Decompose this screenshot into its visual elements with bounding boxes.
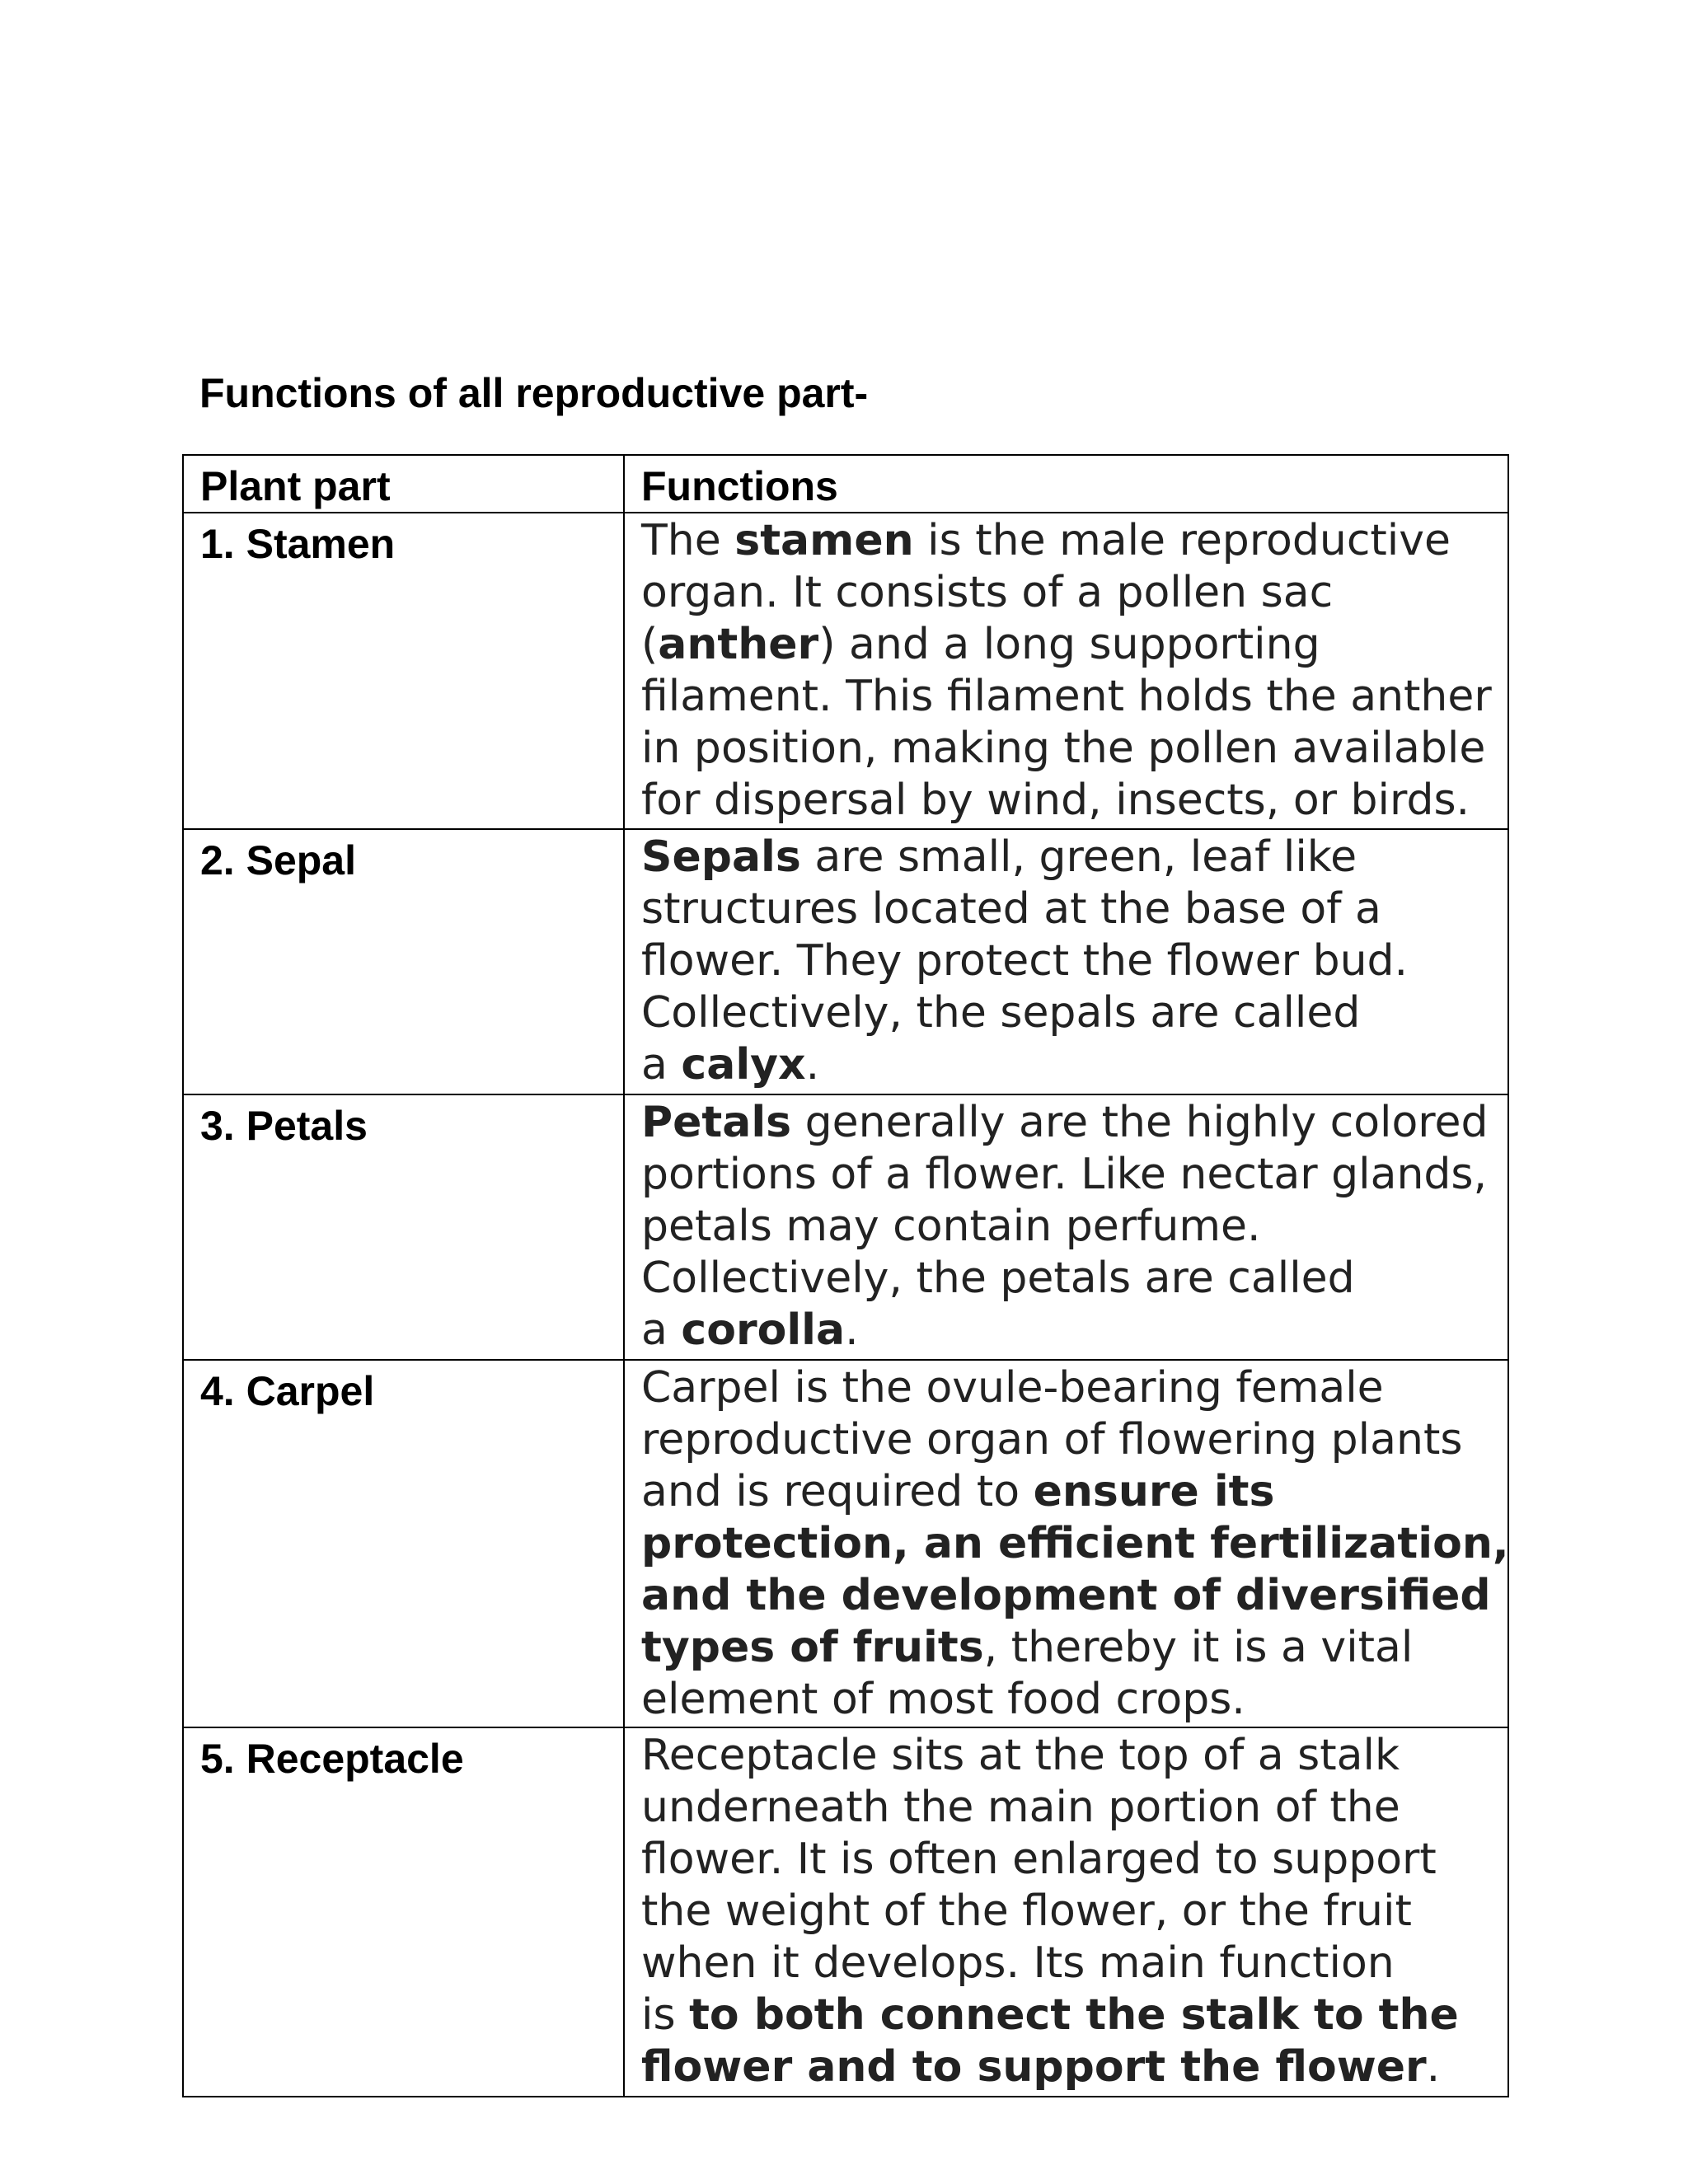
- text-segment: , thereby it is a vital: [983, 1623, 1414, 1672]
- text-segment: structures located at the base of a: [641, 884, 1381, 934]
- text-segment: (: [641, 620, 659, 669]
- bold-term: flower and to support the flower: [641, 2042, 1427, 2092]
- text-segment: is: [641, 1990, 690, 2040]
- function-text-line: [641, 1570, 1499, 1622]
- text-segment: and is required to: [641, 1467, 1034, 1516]
- text-segment: petals may contain perfume.: [641, 1202, 1261, 1251]
- header-plant-part: Plant part: [183, 455, 624, 513]
- table-row: [183, 513, 1508, 829]
- function-text-line: [641, 987, 1499, 1039]
- text-segment: filament. This filament holds the anther: [641, 672, 1492, 721]
- text-segment: organ. It consists of a pollen sac: [641, 568, 1334, 617]
- text-segment: is the male reproductive: [913, 516, 1451, 565]
- function-text-line: [641, 619, 1499, 671]
- text-segment: .: [845, 1305, 859, 1355]
- function-text-line: [641, 1938, 1499, 1990]
- function-cell: [624, 1094, 1508, 1360]
- bold-term: Petals: [641, 1098, 792, 1147]
- plant-part-cell: 3. Petals: [183, 1094, 624, 1360]
- function-text-line: [641, 515, 1499, 567]
- function-text-line: [641, 1201, 1499, 1253]
- function-text-line: [641, 1253, 1499, 1305]
- function-text-line: [641, 1149, 1499, 1201]
- text-segment: Receptacle sits at the top of a stalk: [641, 1731, 1400, 1780]
- bold-term: protection, an efficient fertilization,: [641, 1519, 1509, 1568]
- bold-term: and the development of diversified: [641, 1571, 1491, 1620]
- bold-term: to both connect the stalk to the: [689, 1990, 1459, 2040]
- text-segment: The: [641, 516, 735, 565]
- function-text-line: [641, 1622, 1499, 1674]
- function-text-line: [641, 775, 1499, 827]
- bold-term: Sepals: [641, 832, 801, 882]
- text-segment: ) and a long supporting: [818, 620, 1320, 669]
- plant-part-cell: 5. Receptacle: [183, 1727, 624, 2097]
- function-text-line: [641, 567, 1499, 619]
- function-text-line: [641, 1097, 1499, 1149]
- text-segment: Carpel is the ovule-bearing female: [641, 1363, 1384, 1413]
- plant-part-cell: 2. Sepal: [183, 829, 624, 1094]
- text-segment: Collectively, the sepals are called: [641, 988, 1361, 1038]
- table-row: [183, 1727, 1508, 2097]
- function-text-line: [641, 1674, 1499, 1726]
- text-segment: a: [641, 1305, 682, 1355]
- function-text-line: [641, 883, 1499, 935]
- table-row: [183, 1094, 1508, 1360]
- table-row: [183, 1360, 1508, 1727]
- page-heading: Functions of all reproductive part-: [199, 370, 869, 416]
- text-segment: generally are the highly colored: [791, 1098, 1489, 1147]
- bold-term: calyx: [681, 1040, 806, 1090]
- plant-part-cell: 4. Carpel: [183, 1360, 624, 1727]
- function-text-line: [641, 2041, 1499, 2093]
- function-cell: [624, 829, 1508, 1094]
- function-text-line: [641, 1414, 1499, 1466]
- function-text-line: [641, 1039, 1499, 1091]
- bold-term: anther: [658, 620, 819, 669]
- text-segment: flower. It is often enlarged to support: [641, 1835, 1437, 1884]
- table-row: [183, 829, 1508, 1094]
- text-segment: reproductive organ of flowering plants: [641, 1415, 1463, 1465]
- text-segment: the weight of the flower, or the fruit: [641, 1886, 1412, 1936]
- function-text-line: [641, 1362, 1499, 1414]
- function-cell: [624, 1360, 1508, 1727]
- function-text-line: [641, 1305, 1499, 1357]
- function-text-line: [641, 1834, 1499, 1886]
- bold-term: corolla: [681, 1305, 846, 1355]
- header-functions: Functions: [624, 455, 1508, 513]
- function-text-line: [641, 723, 1499, 775]
- function-text-line: [641, 1466, 1499, 1518]
- reproductive-parts-table: [182, 454, 1509, 2097]
- text-segment: when it develops. Its main function: [641, 1938, 1395, 1988]
- text-segment: portions of a flower. Like nectar glands,: [641, 1150, 1488, 1199]
- bold-term: types of fruits: [641, 1623, 984, 1672]
- text-segment: .: [1426, 2042, 1441, 2092]
- function-text-line: [641, 671, 1499, 723]
- plant-part-cell: 1. Stamen: [183, 513, 624, 829]
- text-segment: Collectively, the petals are called: [641, 1254, 1355, 1303]
- function-text-line: [641, 935, 1499, 987]
- text-segment: for dispersal by wind, insects, or birds.: [641, 776, 1470, 825]
- function-text-line: [641, 1782, 1499, 1834]
- function-cell: [624, 1727, 1508, 2097]
- function-text-line: [641, 1990, 1499, 2041]
- text-segment: underneath the main portion of the: [641, 1783, 1400, 1832]
- table-header-row: [183, 455, 1508, 513]
- text-segment: element of most food crops.: [641, 1675, 1245, 1724]
- function-text-line: [641, 832, 1499, 883]
- bold-term: ensure its: [1033, 1467, 1275, 1516]
- text-segment: flower. They protect the flower bud.: [641, 936, 1409, 986]
- function-text-line: [641, 1886, 1499, 1938]
- text-segment: in position, making the pollen available: [641, 724, 1486, 773]
- text-segment: .: [805, 1040, 820, 1090]
- text-segment: a: [641, 1040, 682, 1090]
- function-text-line: [641, 1730, 1499, 1782]
- function-cell: [624, 513, 1508, 829]
- bold-term: stamen: [734, 516, 914, 565]
- function-text-line: [641, 1518, 1509, 1570]
- text-segment: are small, green, leaf like: [800, 832, 1357, 882]
